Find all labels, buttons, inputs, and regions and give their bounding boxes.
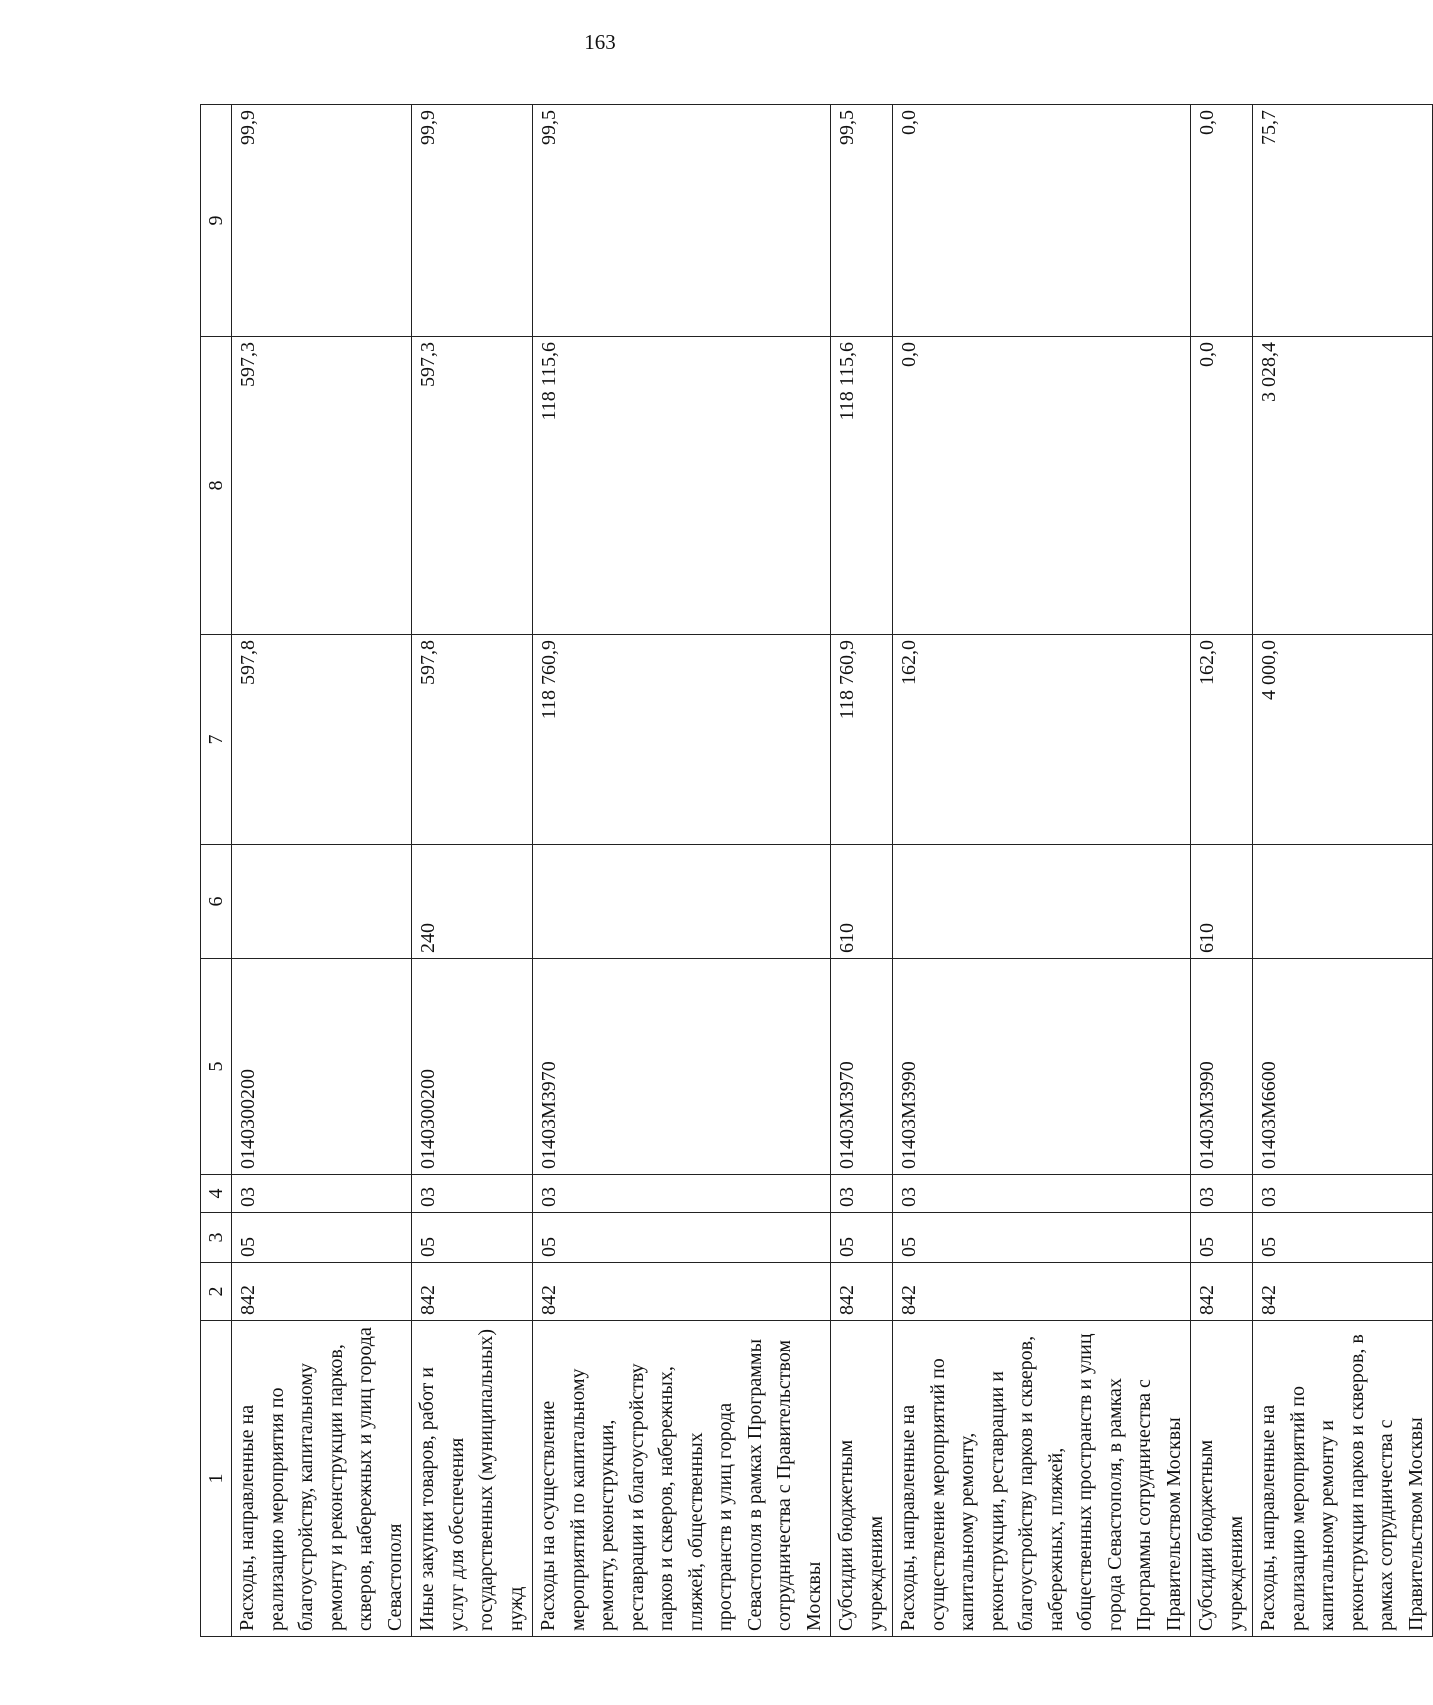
planned-amount: 597,8 bbox=[232, 635, 412, 845]
ministry-code: 842 bbox=[1191, 1263, 1253, 1321]
expense-description: Субсидии бюджетным учреждениям bbox=[1191, 1321, 1253, 1637]
column-header: 5 bbox=[201, 959, 232, 1175]
table-row bbox=[533, 105, 831, 1637]
expense-description: Расходы, направленные на реализацию мероприятий по капитальному ремонту и реконструкции парков и скверов, в рамках сотрудничества с Правительством Москвы bbox=[1253, 1321, 1433, 1637]
expense-type-code: 610 bbox=[1191, 845, 1253, 959]
column-header: 1 bbox=[201, 1321, 232, 1637]
ministry-code: 842 bbox=[533, 1263, 831, 1321]
page-number: 163 bbox=[584, 30, 616, 54]
target-article-code: 01403М6600 bbox=[1253, 959, 1433, 1175]
table-row bbox=[232, 105, 412, 1637]
target-article-code: 01403М3990 bbox=[893, 959, 1191, 1175]
section-code: 05 bbox=[533, 1213, 831, 1263]
executed-amount: 118 115,6 bbox=[533, 337, 831, 635]
expense-type-code: 240 bbox=[412, 845, 533, 959]
planned-amount: 118 760,9 bbox=[533, 635, 831, 845]
expense-description: Расходы, направленные на осуществление мероприятий по капитальному ремонту, реконструкции, реставрации и благоустройству парков и скверов, набережных, пляжей, общественных пространств и улиц города Севастополя, в рамках Программы сотрудничества с Правительством Москвы bbox=[893, 1321, 1191, 1637]
column-header: 4 bbox=[201, 1175, 232, 1213]
table-row bbox=[1253, 105, 1433, 1637]
ministry-code: 842 bbox=[831, 1263, 893, 1321]
table-row bbox=[1191, 105, 1253, 1637]
executed-amount: 118 115,6 bbox=[831, 337, 893, 635]
ministry-code: 842 bbox=[412, 1263, 533, 1321]
target-article-code: 01403М3970 bbox=[831, 959, 893, 1175]
table-row bbox=[412, 105, 533, 1637]
budget-table bbox=[200, 104, 1433, 1637]
expense-description: Расходы на осуществление мероприятий по капитальному ремонту, реконструкции, реставрации и благоустройству парков и скверов, набережных, пляжей, общественных пространств и улиц города Севастополя в рамках Программы сотрудничества с Правительством Москвы bbox=[533, 1321, 831, 1637]
section-code: 05 bbox=[1253, 1213, 1433, 1263]
subsection-code: 03 bbox=[1253, 1175, 1433, 1213]
target-article-code: 0140300200 bbox=[232, 959, 412, 1175]
executed-amount: 597,3 bbox=[232, 337, 412, 635]
table-row bbox=[893, 105, 1191, 1637]
table-row bbox=[831, 105, 893, 1637]
section-code: 05 bbox=[831, 1213, 893, 1263]
rotated-table-container bbox=[200, 105, 1427, 1637]
expense-type-code bbox=[232, 845, 412, 959]
expense-description: Иные закупки товаров, работ и услуг для обеспечения государственных (муниципальных) нужд bbox=[412, 1321, 533, 1637]
column-header: 9 bbox=[201, 105, 232, 337]
executed-amount: 3 028,4 bbox=[1253, 337, 1433, 635]
expense-type-code bbox=[1253, 845, 1433, 959]
ministry-code: 842 bbox=[893, 1263, 1191, 1321]
subsection-code: 03 bbox=[1191, 1175, 1253, 1213]
column-header: 8 bbox=[201, 337, 232, 635]
section-code: 05 bbox=[893, 1213, 1191, 1263]
execution-percent: 0,0 bbox=[893, 105, 1191, 337]
planned-amount: 162,0 bbox=[893, 635, 1191, 845]
target-article-code: 01403М3970 bbox=[533, 959, 831, 1175]
execution-percent: 75,7 bbox=[1253, 105, 1433, 337]
expense-description: Субсидии бюджетным учреждениям bbox=[831, 1321, 893, 1637]
expense-type-code bbox=[893, 845, 1191, 959]
column-header: 7 bbox=[201, 635, 232, 845]
execution-percent: 99,5 bbox=[533, 105, 831, 337]
subsection-code: 03 bbox=[533, 1175, 831, 1213]
executed-amount: 0,0 bbox=[893, 337, 1191, 635]
executed-amount: 597,3 bbox=[412, 337, 533, 635]
section-code: 05 bbox=[232, 1213, 412, 1263]
execution-percent: 99,9 bbox=[232, 105, 412, 337]
planned-amount: 118 760,9 bbox=[831, 635, 893, 845]
execution-percent: 0,0 bbox=[1191, 105, 1253, 337]
ministry-code: 842 bbox=[232, 1263, 412, 1321]
planned-amount: 4 000,0 bbox=[1253, 635, 1433, 845]
planned-amount: 597,8 bbox=[412, 635, 533, 845]
target-article-code: 0140300200 bbox=[412, 959, 533, 1175]
subsection-code: 03 bbox=[893, 1175, 1191, 1213]
column-header: 2 bbox=[201, 1263, 232, 1321]
executed-amount: 0,0 bbox=[1191, 337, 1253, 635]
ministry-code: 842 bbox=[1253, 1263, 1433, 1321]
expense-description: Расходы, направленные на реализацию мероприятия по благоустройству, капитальному ремонту и реконструкции парков, скверов, набережных и улиц города Севастополя bbox=[232, 1321, 412, 1637]
subsection-code: 03 bbox=[232, 1175, 412, 1213]
column-header: 3 bbox=[201, 1213, 232, 1263]
expense-type-code: 610 bbox=[831, 845, 893, 959]
execution-percent: 99,9 bbox=[412, 105, 533, 337]
subsection-code: 03 bbox=[412, 1175, 533, 1213]
section-code: 05 bbox=[1191, 1213, 1253, 1263]
planned-amount: 162,0 bbox=[1191, 635, 1253, 845]
column-header: 6 bbox=[201, 845, 232, 959]
subsection-code: 03 bbox=[831, 1175, 893, 1213]
execution-percent: 99,5 bbox=[831, 105, 893, 337]
table-header-row bbox=[201, 105, 232, 1637]
target-article-code: 01403М3990 bbox=[1191, 959, 1253, 1175]
expense-type-code bbox=[533, 845, 831, 959]
section-code: 05 bbox=[412, 1213, 533, 1263]
